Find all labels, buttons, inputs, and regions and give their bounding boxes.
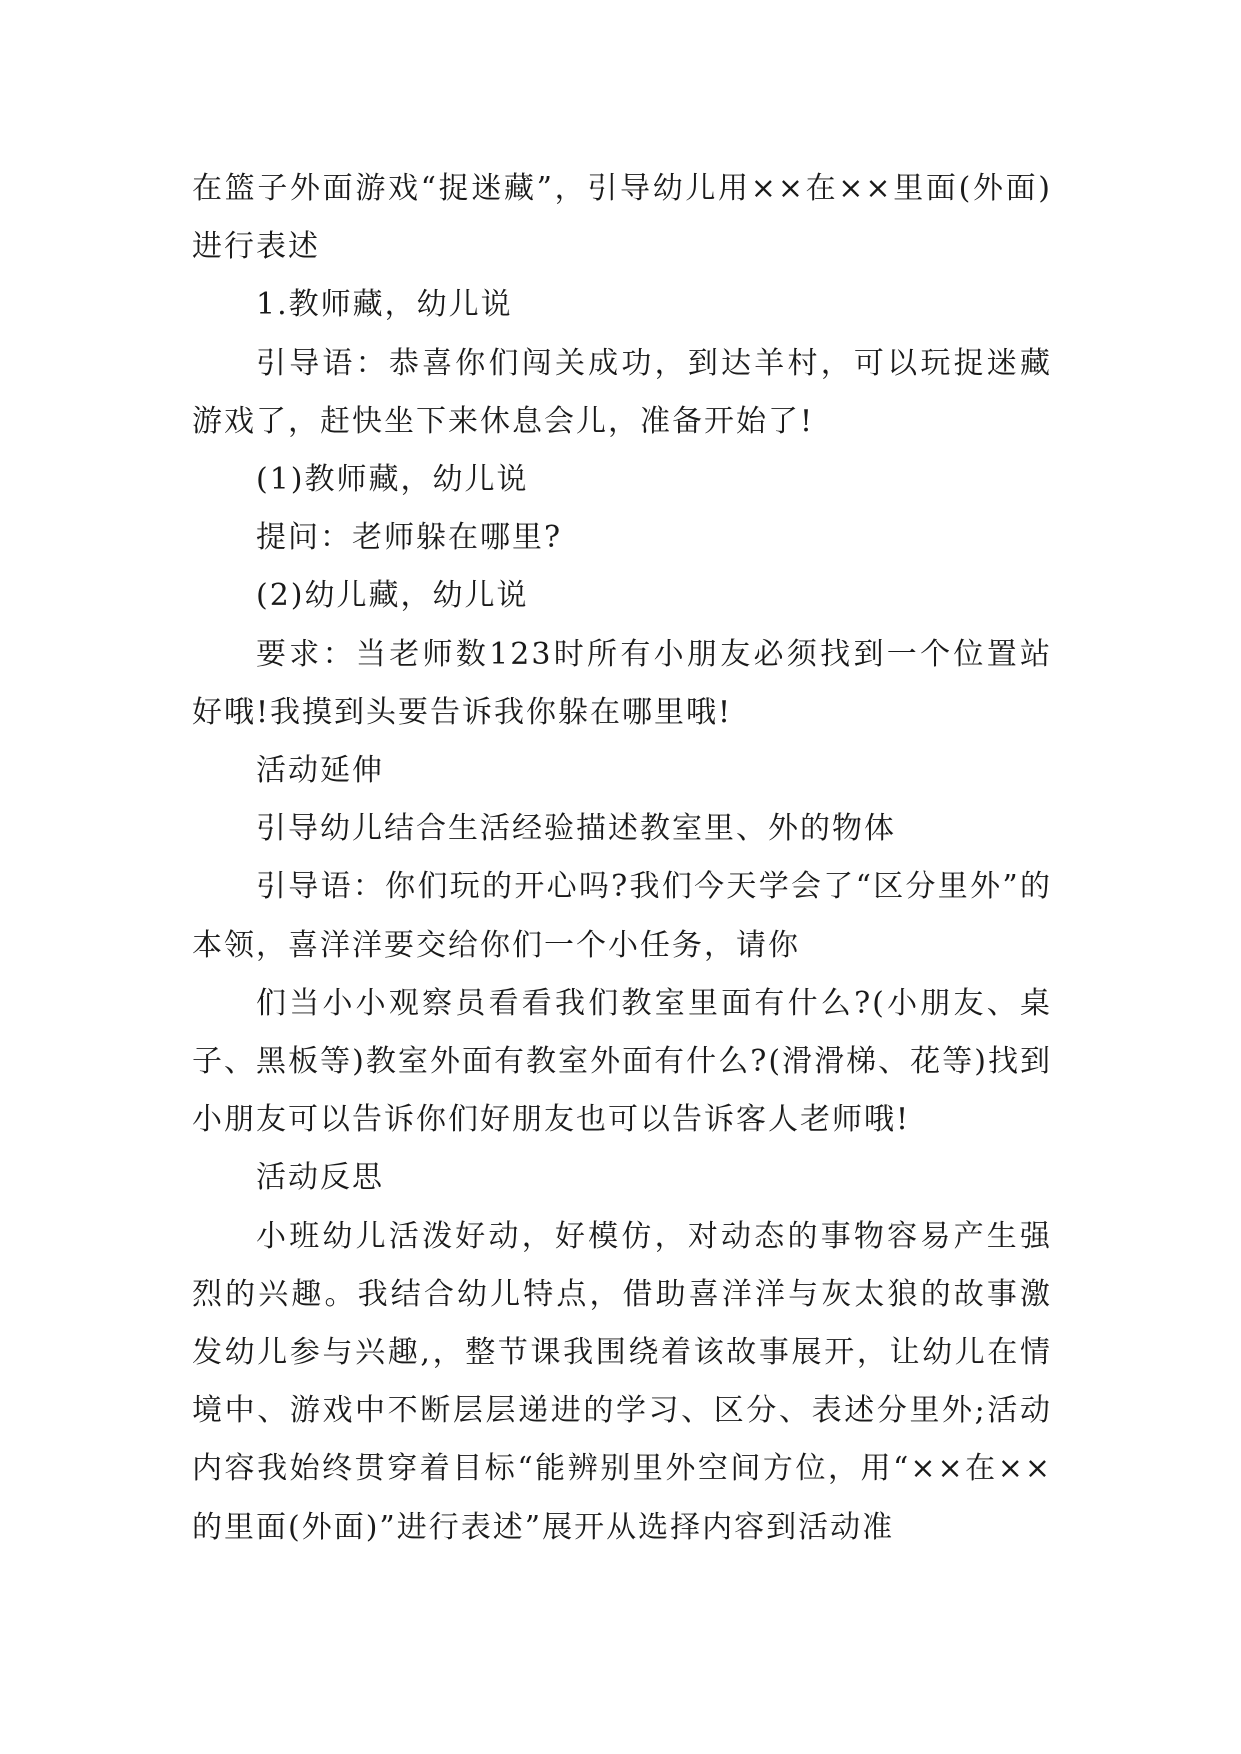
paragraph: 引导语：恭喜你们闯关成功，到达羊村，可以玩捉迷藏游戏了，赶快坐下来休息会儿，准备开始了! bbox=[192, 345, 1052, 439]
paragraph: 引导幼儿结合生活经验描述教室里、外的物体 bbox=[256, 811, 896, 847]
paragraph: 在篮子外面游戏“捉迷藏”，引导幼儿用××在××里面(外面)进行表述 bbox=[192, 171, 1052, 265]
paragraph: 要求：当老师数123时所有小朋友必须找到一个位置站好哦!我摸到头要告诉我你躲在哪里哦! bbox=[192, 636, 1052, 730]
paragraph: 1.教师藏，幼儿说 bbox=[256, 287, 513, 323]
paragraph: (1)教师藏，幼儿说 bbox=[256, 462, 529, 498]
document-body bbox=[192, 160, 1052, 1557]
section-heading: 活动反思 bbox=[256, 1160, 384, 1196]
section-heading: 活动延伸 bbox=[256, 753, 384, 789]
paragraph: 小班幼儿活泼好动，好模仿，对动态的事物容易产生强烈的兴趣。我结合幼儿特点，借助喜洋洋与灰太狼的故事激发幼儿参与兴趣,，整节课我围绕着该故事展开，让幼儿在情境中、游戏中不断层层递进的学习、区分、表述分里外;活动内容我始终贯穿着目标“能辨别里外空间方位，用“××在××的里面(外面)”进行表述”展开从选择内容到活动准 bbox=[192, 1218, 1052, 1545]
paragraph: 们当小小观察员看看我们教室里面有什么?(小朋友、桌子、黑板等)教室外面有教室外面有什么?(滑滑梯、花等)找到小朋友可以告诉你们好朋友也可以告诉客人老师哦! bbox=[192, 985, 1052, 1138]
paragraph: 提问：老师躲在哪里? bbox=[256, 520, 563, 556]
paragraph: (2)幼儿藏，幼儿说 bbox=[256, 578, 529, 614]
paragraph: 引导语：你们玩的开心吗?我们今天学会了“区分里外”的本领，喜洋洋要交给你们一个小任务，请你 bbox=[192, 869, 1052, 963]
